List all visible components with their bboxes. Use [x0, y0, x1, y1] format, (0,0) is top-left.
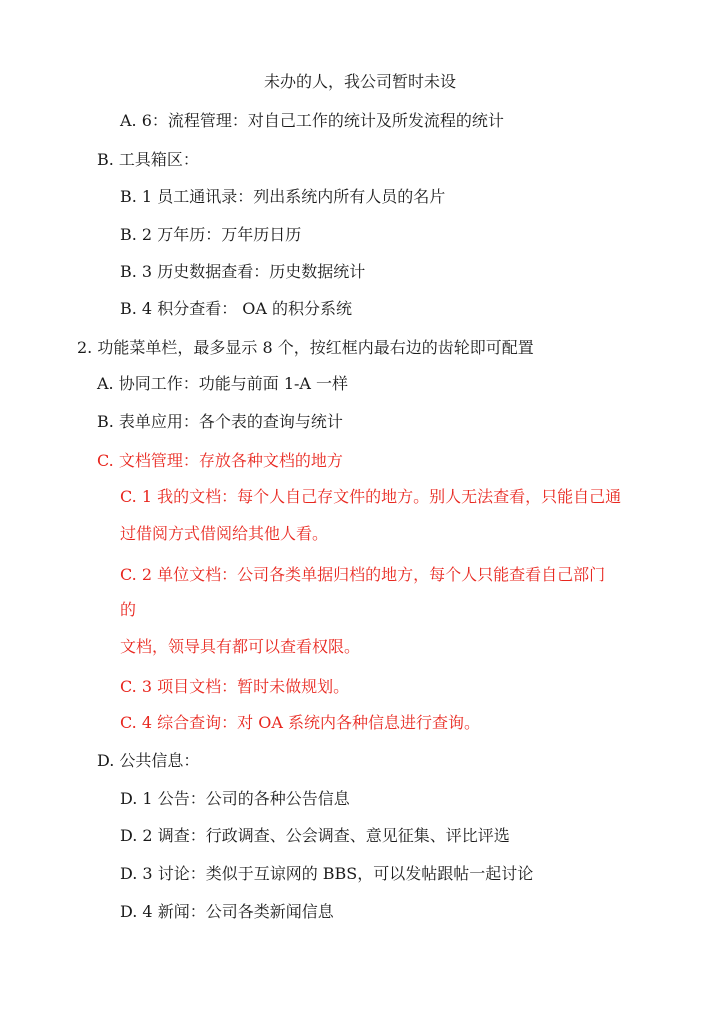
text-line-d1-announcements: D. 1 公告：公司的各种公告信息: [120, 789, 350, 808]
text-line-d3-discussion: D. 3 讨论：类似于互谅网的 BBS，可以发帖跟帖一起讨论: [120, 864, 534, 883]
text-line-b-forms: B. 表单应用：各个表的查询与统计: [97, 412, 343, 431]
text-line-c1-continued: 过借阅方式借阅给其他人看。: [120, 524, 329, 543]
text-line-d2-surveys: D. 2 调查：行政调查、公会调查、意见征集、评比评选: [120, 826, 510, 845]
text-line-c3-project-documents: C. 3 项目文档：暂时未做规划。: [120, 677, 350, 696]
text-line-c4-search: C. 4 综合查询：对 OA 系统内各种信息进行查询。: [120, 713, 480, 732]
text-line-a6-process-management: A. 6：流程管理：对自己工作的统计及所发流程的统计: [120, 111, 504, 130]
text-line-d-public-info: D. 公共信息：: [97, 751, 200, 770]
text-line-2-menu-bar: 2. 功能菜单栏，最多显示 8 个，按红框内最右边的齿轮即可配置: [77, 338, 534, 357]
text-line-c2-continued-2: 文档，领导具有都可以查看权限。: [120, 637, 361, 656]
text-line-c2-unit-documents: C. 2 单位文档：公司各类单据归档的地方，每个人只能查看自己部门: [120, 565, 606, 584]
text-line-c-document-management: C. 文档管理：存放各种文档的地方: [97, 451, 343, 470]
text-line-c2-continued-1: 的: [120, 600, 137, 619]
text-line-intro: 未办的人，我公司暂时未设: [263, 72, 456, 91]
text-line-a-collaboration: A. 协同工作：功能与前面 1-A 一样: [97, 374, 349, 393]
text-line-b2-calendar: B. 2 万年历：万年历日历: [120, 225, 302, 244]
text-line-d4-news: D. 4 新闻：公司各类新闻信息: [120, 902, 334, 921]
text-line-b-toolbox-heading: B. 工具箱区：: [97, 150, 199, 169]
text-line-b4-points: B. 4 积分查看： OA 的积分系统: [120, 299, 353, 318]
text-line-c1-my-documents: C. 1 我的文档：每个人自己存文件的地方。别人无法查看，只能自己通: [120, 487, 622, 506]
text-line-b1-contacts: B. 1 员工通讯录：列出系统内所有人员的名片: [120, 187, 446, 206]
text-line-b3-history: B. 3 历史数据查看：历史数据统计: [120, 262, 366, 281]
